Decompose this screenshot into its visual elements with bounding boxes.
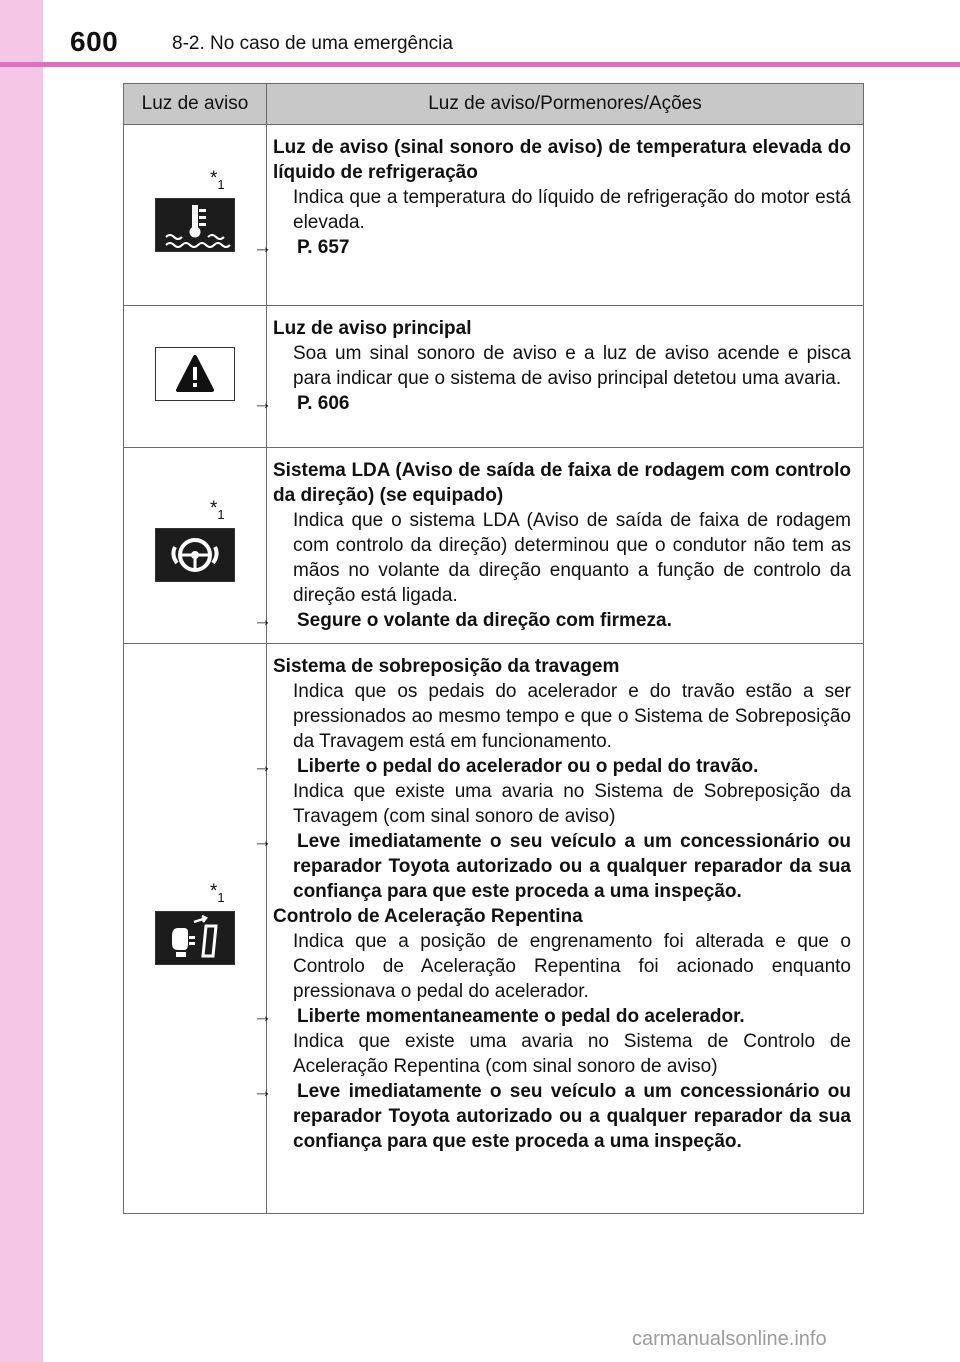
warning-title: Sistema de sobreposição da travagem (273, 656, 620, 677)
arrow-icon: → (253, 831, 272, 852)
warning-description: Indica que a posição de engrenamento foi alterada e que o Controlo de Aceleração Repentina foi acionado enquanto pressionava o pedal do acelerador. (293, 931, 851, 1002)
action-instruction: → Leve imediatamente o seu veículo a um concessionário ou reparador Toyota autorizado ou a qualquer reparador da sua confiança para que este proceda a uma inspeção. (253, 1081, 851, 1152)
table-header-row (124, 84, 864, 125)
column-header-light: Luz de aviso (124, 84, 267, 125)
action-reference (253, 235, 851, 260)
warning-description: Indica que existe uma avaria no Sistema de Controlo de Aceleração Repentina (com sinal sonoro de aviso) (293, 1031, 851, 1077)
warning-title: Luz de aviso (sinal sonoro de aviso) de temperatura elevada do líquido de refrigeração (273, 137, 851, 183)
side-tab-bar (0, 0, 43, 1362)
action-instruction: → Segure o volante da direção com firmeza. (253, 610, 672, 631)
table-row (124, 306, 864, 448)
footnote-mark: $*_1$ (210, 167, 225, 192)
warning-description: Indica que os pedais do acelerador e do travão estão a ser pressionados ao mesmo tempo e que o Sistema de Sobreposição da Travagem está em funcionamento. (293, 681, 851, 752)
icon-cell (124, 125, 267, 306)
icon-cell (124, 644, 267, 1214)
description-cell (253, 448, 864, 644)
warning-description: Indica que o sistema LDA (Aviso de saída de faixa de rodagem com controlo da direção) determinou que o condutor não tem as mãos no volante da direção enquanto a função de controlo da direção está ligada. (293, 510, 851, 606)
arrow-icon: → (253, 610, 272, 631)
arrow-icon: → (253, 393, 272, 414)
master-warning-icon (155, 347, 235, 401)
warning-title: Luz de aviso principal (273, 318, 472, 339)
description-cell (253, 644, 864, 1214)
watermark: carmanualsonline.info (632, 1328, 827, 1350)
icon-cell (124, 306, 267, 448)
page-reference-link[interactable]: P. 606 (297, 393, 350, 414)
page-reference-link[interactable]: P. 657 (297, 237, 350, 258)
description-cell (253, 306, 864, 448)
icon-cell (124, 448, 267, 644)
brake-override-pedals-icon (155, 911, 235, 965)
warning-description: Indica que existe uma avaria no Sistema de Sobreposição da Travagem (com sinal sonoro de aviso) (293, 781, 851, 827)
action-instruction: → Liberte o pedal do acelerador ou o pedal do travão. (253, 756, 759, 777)
footnote-mark: $*_1$ (210, 881, 225, 905)
arrow-icon: → (253, 1006, 272, 1027)
page-number: 600 (70, 26, 119, 57)
description-cell (253, 125, 864, 306)
action-reference (253, 391, 851, 416)
arrow-icon: → (253, 237, 272, 258)
footnote-mark: $*_1$ (210, 498, 225, 522)
action-instruction: → Liberte momentaneamente o pedal do acelerador. (253, 1006, 745, 1027)
table-row (124, 448, 864, 644)
arrow-icon: → (253, 1081, 272, 1102)
table-row (124, 125, 864, 306)
arrow-icon: → (253, 756, 272, 777)
coolant-temperature-icon (155, 198, 235, 252)
warning-lights-table (123, 83, 864, 1214)
table-row (124, 644, 864, 1214)
header-rule (0, 62, 960, 67)
warning-title: Sistema LDA (Aviso de saída de faixa de rodagem com controlo da direção) (se equipado) (273, 460, 851, 506)
warning-description: Soa um sinal sonoro de aviso e a luz de aviso acende e pisca para indicar que o sistema de aviso principal detetou uma avaria. (293, 343, 851, 389)
lda-steering-hands-icon (155, 528, 235, 582)
section-title: 8-2. No caso de uma emergência (172, 33, 453, 54)
warning-description: Indica que a temperatura do líquido de refrigeração do motor está elevada. (293, 187, 851, 233)
action-instruction: → Leve imediatamente o seu veículo a um concessionário ou reparador Toyota autorizado ou a qualquer reparador da sua confiança para que este proceda a uma inspeção. (253, 831, 851, 902)
warning-title: Controlo de Aceleração Repentina (273, 906, 583, 927)
column-header-details: Luz de aviso/Pormenores/Ações (267, 84, 864, 125)
